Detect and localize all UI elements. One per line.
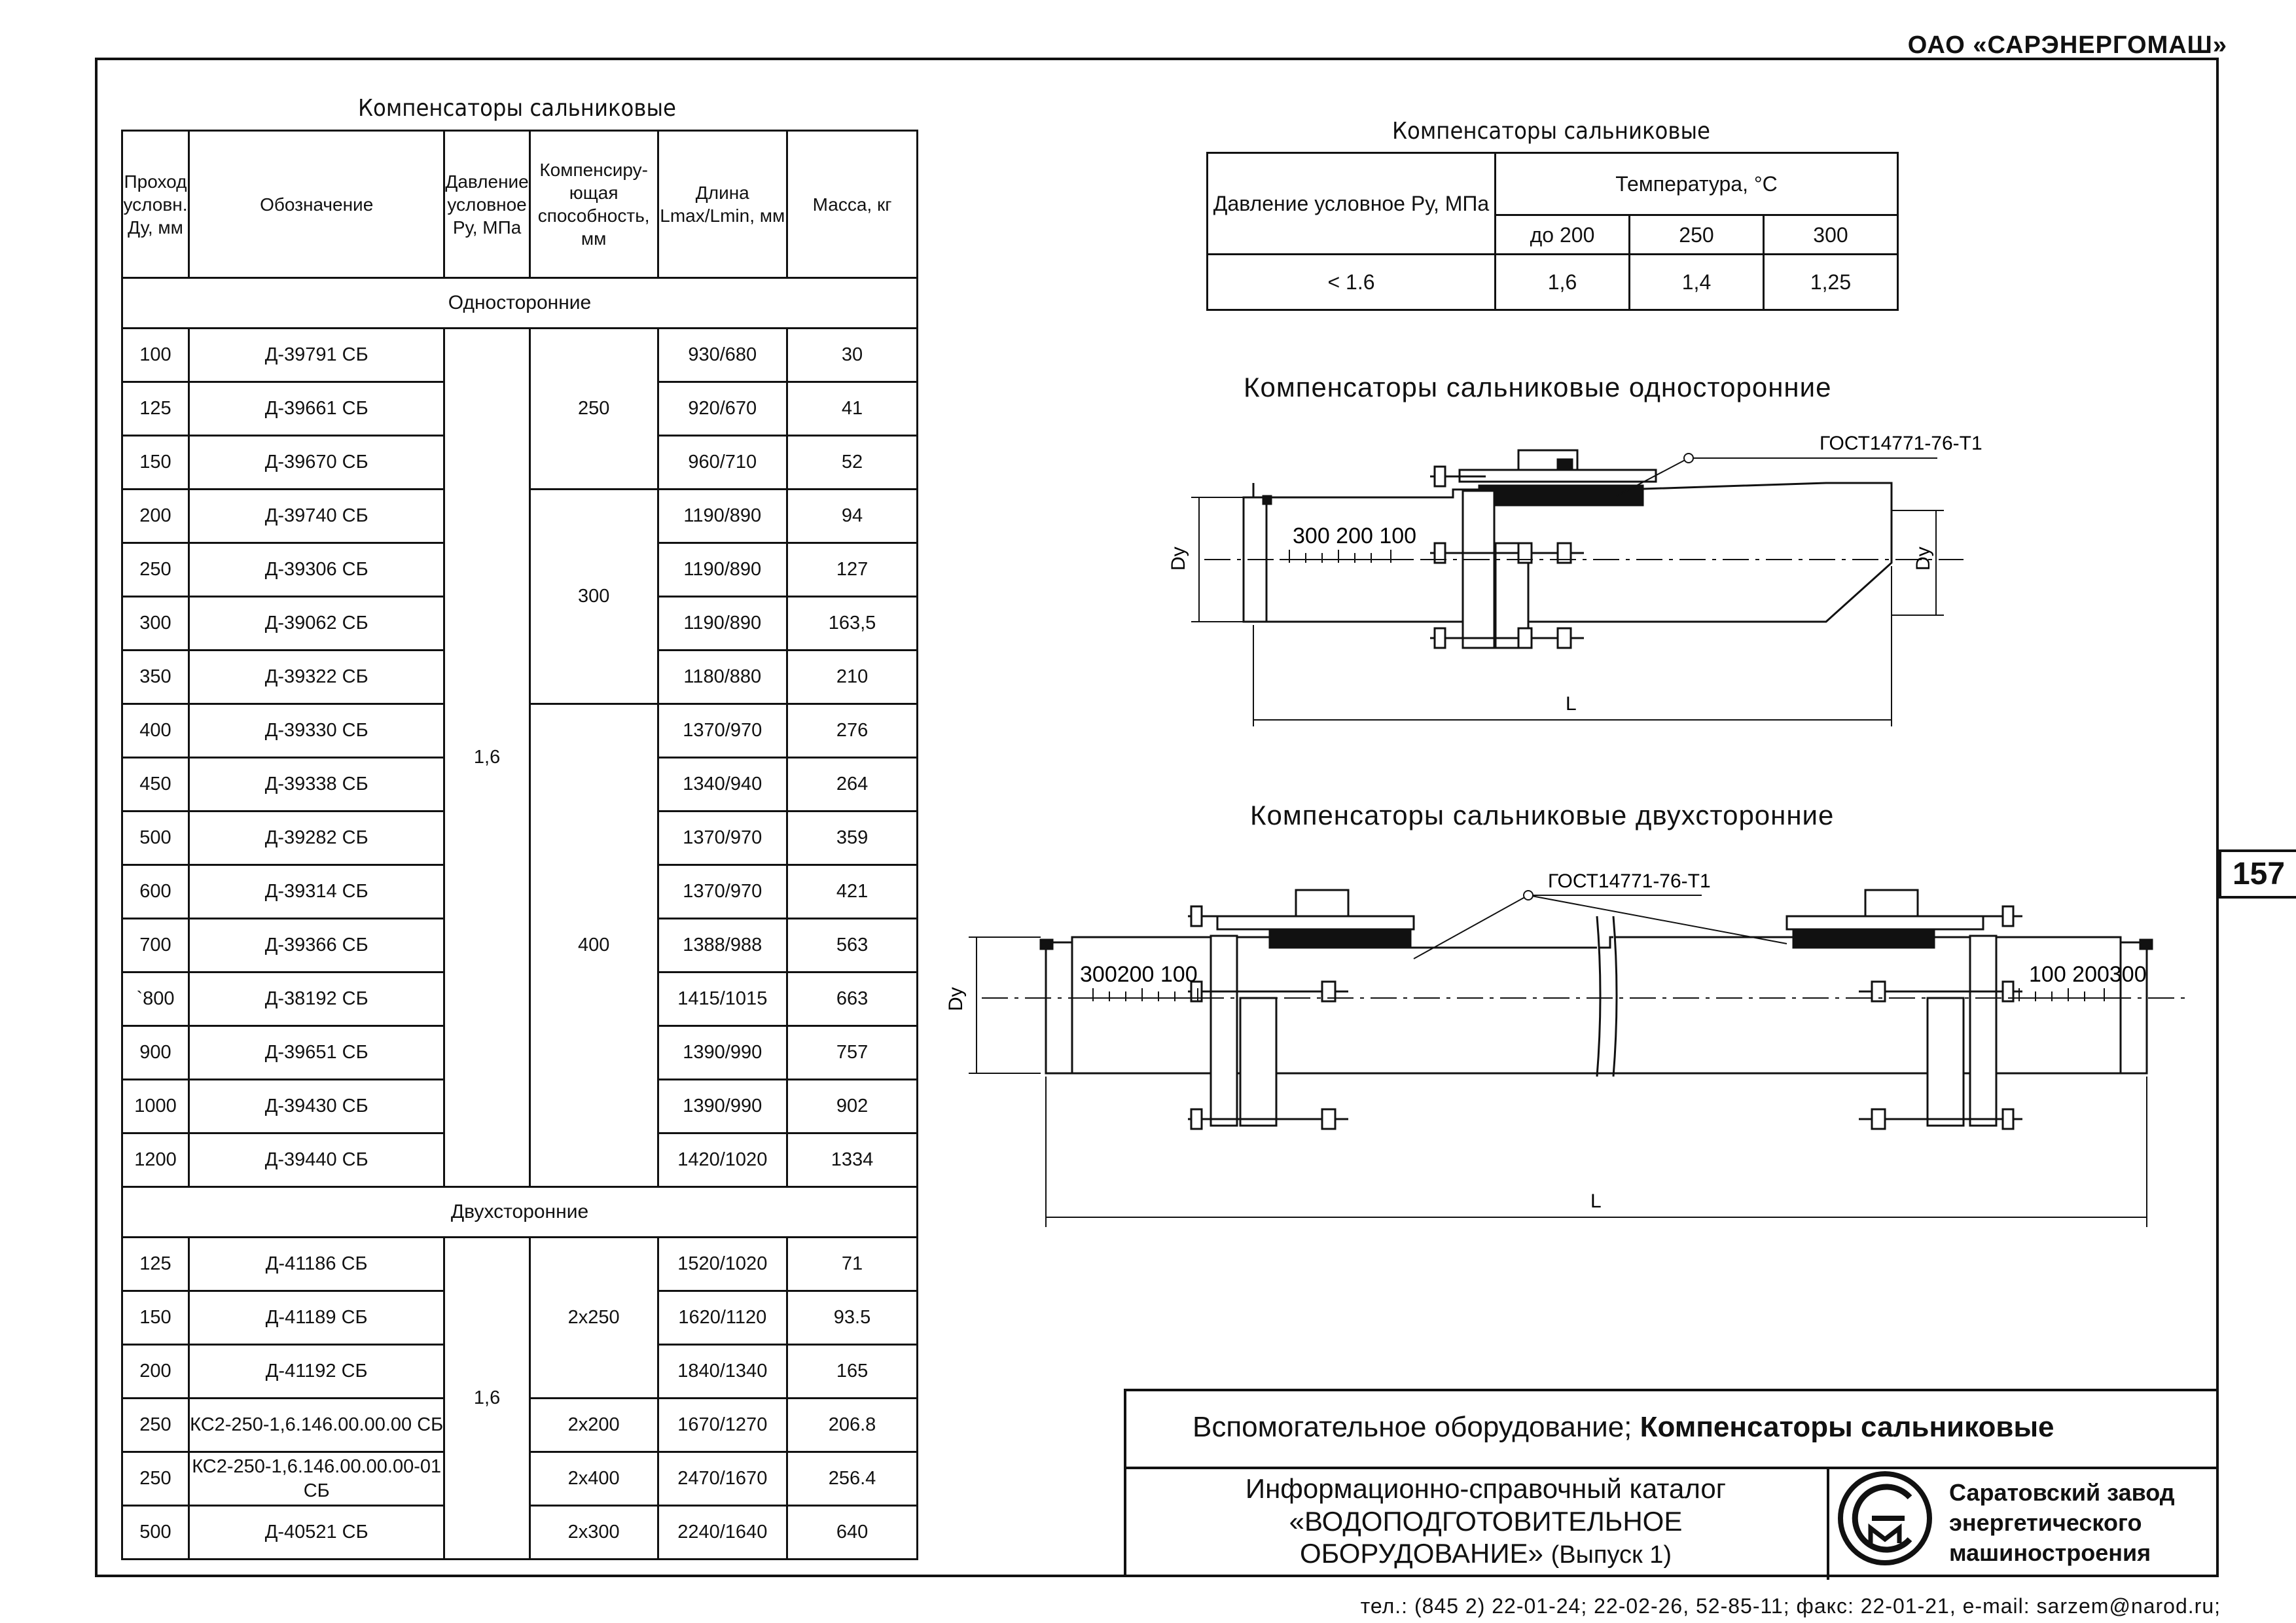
temp-header: Температура, °С	[1496, 153, 1898, 215]
table-row	[122, 1238, 918, 1291]
cell-capacity: 2х250	[529, 1238, 658, 1399]
cell-length: 2470/1670	[658, 1452, 787, 1506]
cell-designation: Д-39670 СБ	[188, 436, 444, 490]
cell-designation: Д-39062 СБ	[188, 597, 444, 651]
cell-capacity: 250	[529, 329, 658, 490]
cell-length: 2240/1640	[658, 1506, 787, 1560]
cell-mass: 663	[787, 972, 918, 1026]
cell-dn: 350	[122, 651, 189, 704]
cell-dn: 700	[122, 919, 189, 972]
cell-length: 1390/990	[658, 1026, 787, 1080]
org-line-3: машиностроения	[1949, 1539, 2151, 1567]
one-sided-dy-left: Dy	[1168, 546, 1189, 571]
cell-length: 1520/1020	[658, 1238, 787, 1291]
cell-dn: 1200	[122, 1133, 189, 1187]
cell-designation: Д-38192 СБ	[188, 972, 444, 1026]
cell-dn: 600	[122, 865, 189, 919]
cell-designation: КС2-250-1,6.146.00.00.00-01 СБ	[188, 1452, 444, 1506]
cell-dn: 900	[122, 1026, 189, 1080]
cell-dn: 125	[122, 382, 189, 436]
cell-designation: Д-39330 СБ	[188, 704, 444, 758]
cell-mass: 640	[787, 1506, 918, 1560]
cell-length: 1340/940	[658, 758, 787, 812]
cell-dn: 250	[122, 1452, 189, 1506]
cell-length: 1190/890	[658, 490, 787, 543]
stamp-organization	[1949, 1478, 2175, 1568]
cell-mass: 71	[787, 1238, 918, 1291]
cell-dn: 250	[122, 543, 189, 597]
header-length: Длина Lmax/Lmin, мм	[658, 131, 787, 278]
cell-capacity: 300	[529, 490, 658, 704]
cell-length: 1370/970	[658, 865, 787, 919]
cell-designation: Д-39661 СБ	[188, 382, 444, 436]
one-sided-gost: ГОСТ14771-76-Т1	[1820, 433, 1982, 454]
cell-length: 1370/970	[658, 704, 787, 758]
cell-mass: 264	[787, 758, 918, 812]
two-sided-scale-right: 100 200300	[2029, 962, 2147, 987]
cell-capacity: 400	[529, 704, 658, 1187]
cell-length: 1180/880	[658, 651, 787, 704]
cell-dn: 400	[122, 704, 189, 758]
cell-dn: 250	[122, 1399, 189, 1452]
cell-designation: КС2-250-1,6.146.00.00.00 СБ	[188, 1399, 444, 1452]
cell-designation: Д-39651 СБ	[188, 1026, 444, 1080]
cell-mass: 757	[787, 1026, 918, 1080]
company-logo	[1833, 1466, 1937, 1571]
cell-designation: Д-39282 СБ	[188, 812, 444, 865]
temp-col-3: 300	[1764, 215, 1898, 255]
temp-val-1: 1,6	[1496, 255, 1630, 310]
cell-pressure: 1,6	[444, 1238, 529, 1560]
table-row	[122, 329, 918, 382]
cell-length: 920/670	[658, 382, 787, 436]
cell-capacity: 2х300	[529, 1506, 658, 1560]
header-designation: Обозначение	[188, 131, 444, 278]
cell-pressure: 1,6	[444, 329, 529, 1187]
cell-mass: 41	[787, 382, 918, 436]
one-sided-dy-right: Dy	[1912, 546, 1934, 571]
cell-designation: Д-39366 СБ	[188, 919, 444, 972]
cell-length: 1415/1015	[658, 972, 787, 1026]
cell-dn: 100	[122, 329, 189, 382]
main-table-title: Компенсаторы сальниковые	[358, 95, 676, 122]
drawing-two-sided-title: Компенсаторы сальниковые двухсторонние	[1250, 800, 1835, 830]
drawing-one-sided-title: Компенсаторы сальниковые односторонние	[1244, 372, 1832, 402]
cell-dn: 150	[122, 436, 189, 490]
compensators-table	[121, 130, 918, 1560]
two-sided-length: L	[1590, 1190, 1602, 1212]
cell-mass: 165	[787, 1345, 918, 1399]
cell-dn: 500	[122, 812, 189, 865]
footer-contacts: тел.: (845 2) 22-01-24; 22-02-26, 52-85-11; факс: 22-01-21, e-mail: sarzem@narod.ru;	[1360, 1594, 2221, 1618]
temp-val-2: 1,4	[1630, 255, 1764, 310]
cell-designation: Д-41192 СБ	[188, 1345, 444, 1399]
catalog-line-3: ОБОРУДОВАНИЕ»	[1299, 1538, 1543, 1569]
catalog-issue: (Выпуск 1)	[1551, 1541, 1672, 1569]
catalog-line-1: Информационно-справочный каталог	[1245, 1473, 1727, 1504]
cell-length: 1420/1020	[658, 1133, 787, 1187]
cell-length: 1620/1120	[658, 1291, 787, 1345]
cell-length: 1670/1270	[658, 1399, 787, 1452]
cell-designation: Д-39314 СБ	[188, 865, 444, 919]
cell-mass: 421	[787, 865, 918, 919]
org-line-2: энергетического	[1949, 1509, 2142, 1537]
one-sided-length: L	[1566, 693, 1577, 715]
one-sided-scale: 300 200 100	[1293, 524, 1417, 548]
temp-col-2: 250	[1630, 215, 1764, 255]
cell-length: 1370/970	[658, 812, 787, 865]
cell-designation: Д-39740 СБ	[188, 490, 444, 543]
cell-mass: 359	[787, 812, 918, 865]
temp-table-title: Компенсаторы сальниковые	[1392, 118, 1710, 145]
header-mass: Масса, кг	[787, 131, 918, 278]
cell-length: 1190/890	[658, 543, 787, 597]
cell-mass: 902	[787, 1080, 918, 1133]
cell-length: 960/710	[658, 436, 787, 490]
cell-mass: 94	[787, 490, 918, 543]
cell-mass: 206.8	[787, 1399, 918, 1452]
header-pressure: Давление условное Ру, МПа	[444, 131, 529, 278]
table-header-row	[122, 131, 918, 278]
cell-dn: `800	[122, 972, 189, 1026]
cell-capacity: 2х200	[529, 1399, 658, 1452]
drawing-two-sided	[942, 851, 2212, 1230]
cell-length: 1390/990	[658, 1080, 787, 1133]
cell-mass: 256.4	[787, 1452, 918, 1506]
stamp-catalog	[1178, 1472, 1793, 1570]
stamp-section	[1193, 1411, 2054, 1444]
temp-row-pressure: < 1.6	[1208, 255, 1496, 310]
cell-dn: 500	[122, 1506, 189, 1560]
section-two-sided: Двухсторонние	[122, 1187, 918, 1238]
cell-designation: Д-40521 СБ	[188, 1506, 444, 1560]
cell-dn: 200	[122, 490, 189, 543]
cell-dn: 150	[122, 1291, 189, 1345]
cell-dn: 1000	[122, 1080, 189, 1133]
temp-val-3: 1,25	[1764, 255, 1898, 310]
two-sided-dy: Dy	[945, 987, 967, 1011]
cell-designation: Д-39440 СБ	[188, 1133, 444, 1187]
cell-mass: 210	[787, 651, 918, 704]
stamp-section-label: Вспомогательное оборудование;	[1193, 1411, 1632, 1443]
cell-dn: 125	[122, 1238, 189, 1291]
header-dn: Проход условн. Ду, мм	[122, 131, 189, 278]
cell-designation: Д-41186 СБ	[188, 1238, 444, 1291]
cell-dn: 300	[122, 597, 189, 651]
temperature-table	[1206, 152, 1899, 311]
cell-mass: 1334	[787, 1133, 918, 1187]
company-name: ОАО «САРЭНЕРГОМАШ»	[1907, 31, 2227, 59]
cell-designation: Д-39791 СБ	[188, 329, 444, 382]
temp-col-1: до 200	[1496, 215, 1630, 255]
stamp-section-title: Компенсаторы сальниковые	[1640, 1411, 2054, 1443]
cell-mass: 93.5	[787, 1291, 918, 1345]
cell-designation: Д-41189 СБ	[188, 1291, 444, 1345]
two-sided-scale-left: 300200 100	[1080, 962, 1198, 987]
cell-dn: 200	[122, 1345, 189, 1399]
cell-length: 930/680	[658, 329, 787, 382]
header-capacity: Компенсиру- ющая способность, мм	[529, 131, 658, 278]
cell-designation: Д-39430 СБ	[188, 1080, 444, 1133]
org-line-1: Саратовский завод	[1949, 1479, 2175, 1506]
cell-designation: Д-39338 СБ	[188, 758, 444, 812]
cell-mass: 30	[787, 329, 918, 382]
cell-dn: 450	[122, 758, 189, 812]
catalog-line-2: «ВОДОПОДГОТОВИТЕЛЬНОЕ	[1289, 1505, 1683, 1537]
cell-designation: Д-39306 СБ	[188, 543, 444, 597]
cell-mass: 163,5	[787, 597, 918, 651]
cell-mass: 127	[787, 543, 918, 597]
cell-mass: 52	[787, 436, 918, 490]
cell-designation: Д-39322 СБ	[188, 651, 444, 704]
two-sided-gost: ГОСТ14771-76-Т1	[1548, 870, 1711, 892]
cell-length: 1190/890	[658, 597, 787, 651]
cell-length: 1388/988	[658, 919, 787, 972]
cell-length: 1840/1340	[658, 1345, 787, 1399]
drawing-one-sided	[1165, 419, 1990, 740]
cell-mass: 563	[787, 919, 918, 972]
cell-capacity: 2х400	[529, 1452, 658, 1506]
section-one-sided: Односторонние	[122, 278, 918, 329]
page-number: 157	[2219, 849, 2296, 899]
temp-pressure-header: Давление условное Ру, МПа	[1208, 153, 1496, 255]
cell-mass: 276	[787, 704, 918, 758]
